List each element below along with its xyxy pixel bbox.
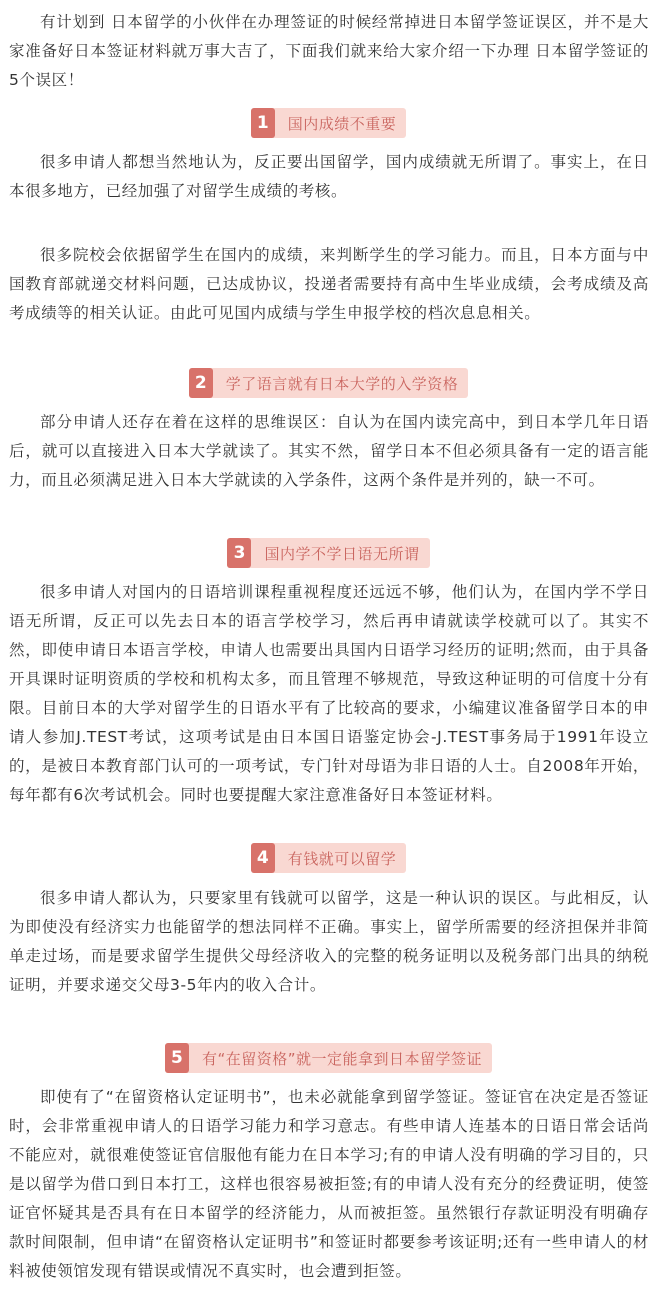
- section-3-number: 3: [227, 538, 251, 568]
- section-2-paragraph-1: 部分申请人还存在着在这样的思维误区：自认为在国内读完高中，到日本学几年日语后，就可以直接进入日本大学就读了。其实不然，留学日本不但必须具备有一定的语言能力，而且必须满足进入日本大学就读的入学条件，这两个条件是并列的，缺一不可。: [9, 413, 649, 489]
- section-3-title: 国内学不学日语无所谓: [264, 544, 420, 563]
- section-1-heading: [0, 108, 657, 138]
- section-5-heading-box: [165, 1043, 492, 1073]
- section-5-title: 有“在留资格”就一定能拿到日本留学签证: [201, 1049, 483, 1068]
- section-3-heading-box: [227, 538, 429, 568]
- section-1-heading-box: [251, 108, 407, 138]
- section-2-heading: [0, 368, 657, 398]
- section-2-number: 2: [189, 368, 213, 398]
- section-4-title: 有钱就可以留学: [287, 849, 397, 868]
- section-4-heading-box: [251, 843, 407, 873]
- section-1-paragraph-2: 很多院校会依据留学生在国内的成绩，来判断学生的学习能力。而且，日本方面与中国教育部就递交材料问题，已达成协议，投递者需要持有高中生毕业成绩，会考成绩及高考成绩等的相关认证。由此可见国内成绩与学生申报学校的档次息息相关。: [9, 246, 649, 322]
- section-1-title: 国内成绩不重要: [287, 114, 397, 133]
- section-1-paragraph-1: 很多申请人都想当然地认为，反正要出国留学，国内成绩就无所谓了。事实上，在日本很多地方，已经加强了对留学生成绩的考核。: [9, 153, 649, 200]
- section-2-heading-box: [189, 368, 469, 398]
- section-3-heading: [0, 538, 657, 568]
- section-5-number: 5: [165, 1043, 189, 1073]
- section-4-number: 4: [251, 843, 275, 873]
- section-3-paragraph-1: 很多申请人对国内的日语培训课程重视程度还远远不够，他们认为，在国内学不学日语无所谓，反正可以先去日本的语言学校学习，然后再申请就读学校就可以了。其实不然，即使申请日本语言学校，申请人也需要出具国内日语学习经历的证明;然而，由于具备开具课时证明资质的学校和机构太多，而且管理不够规范，导致这种证明的可信度十分有限。目前日本的大学对留学生的日语水平有了比较高的要求，小编建议准备留学日本的申请人参加J.TEST考试，这项考试是由日本国日语鉴定协会-J.TEST事务局于1991年设立的，是被日本教育部门认可的一项考试，专门针对母语为非日语的人士。自2008年开始，每年都有6次考试机会。同时也要提醒大家注意准备好日本签证材料。: [9, 583, 649, 804]
- section-1-number: 1: [251, 108, 275, 138]
- section-2-title: 学了语言就有日本大学的入学资格: [225, 374, 459, 393]
- intro-paragraph: 有计划到 日本留学的小伙伴在办理签证的时候经常掉进日本留学签证误区，并不是大家准备好日本签证材料就万事大吉了，下面我们就来给大家介绍一下办理 日本留学签证的5个误区！: [9, 13, 649, 89]
- section-5-paragraph-1: 即使有了“在留资格认定证明书”，也未必就能拿到留学签证。签证官在决定是否签证时，会非常重视申请人的日语学习能力和学习意志。有些申请人连基本的日语日常会话尚不能应对，就很难使签证官信服他有能力在日本学习;有的申请人没有明确的学习目的，只是以留学为借口到日本打工，这样也很容易被拒签;有的申请人没有充分的经费证明，使签证官怀疑其是否具有在日本留学的经济能力，从而被拒签。虽然银行存款证明没有明确存款时间限制，但申请“在留资格认定证明书”和签证时都要参考该证明;还有一些申请人的材料被使领馆发现有错误或情况不真实时，也会遭到拒签。: [9, 1088, 649, 1280]
- section-4-heading: [0, 843, 657, 873]
- section-5-heading: [0, 1043, 657, 1073]
- section-4-paragraph-1: 很多申请人都认为，只要家里有钱就可以留学，这是一种认识的误区。与此相反，认为即使没有经济实力也能留学的想法同样不正确。事实上，留学所需要的经济担保并非简单走过场，而是要求留学生提供父母经济收入的完整的税务证明以及税务部门出具的纳税证明，并要求递交父母3-5年内的收入合计。: [9, 889, 649, 994]
